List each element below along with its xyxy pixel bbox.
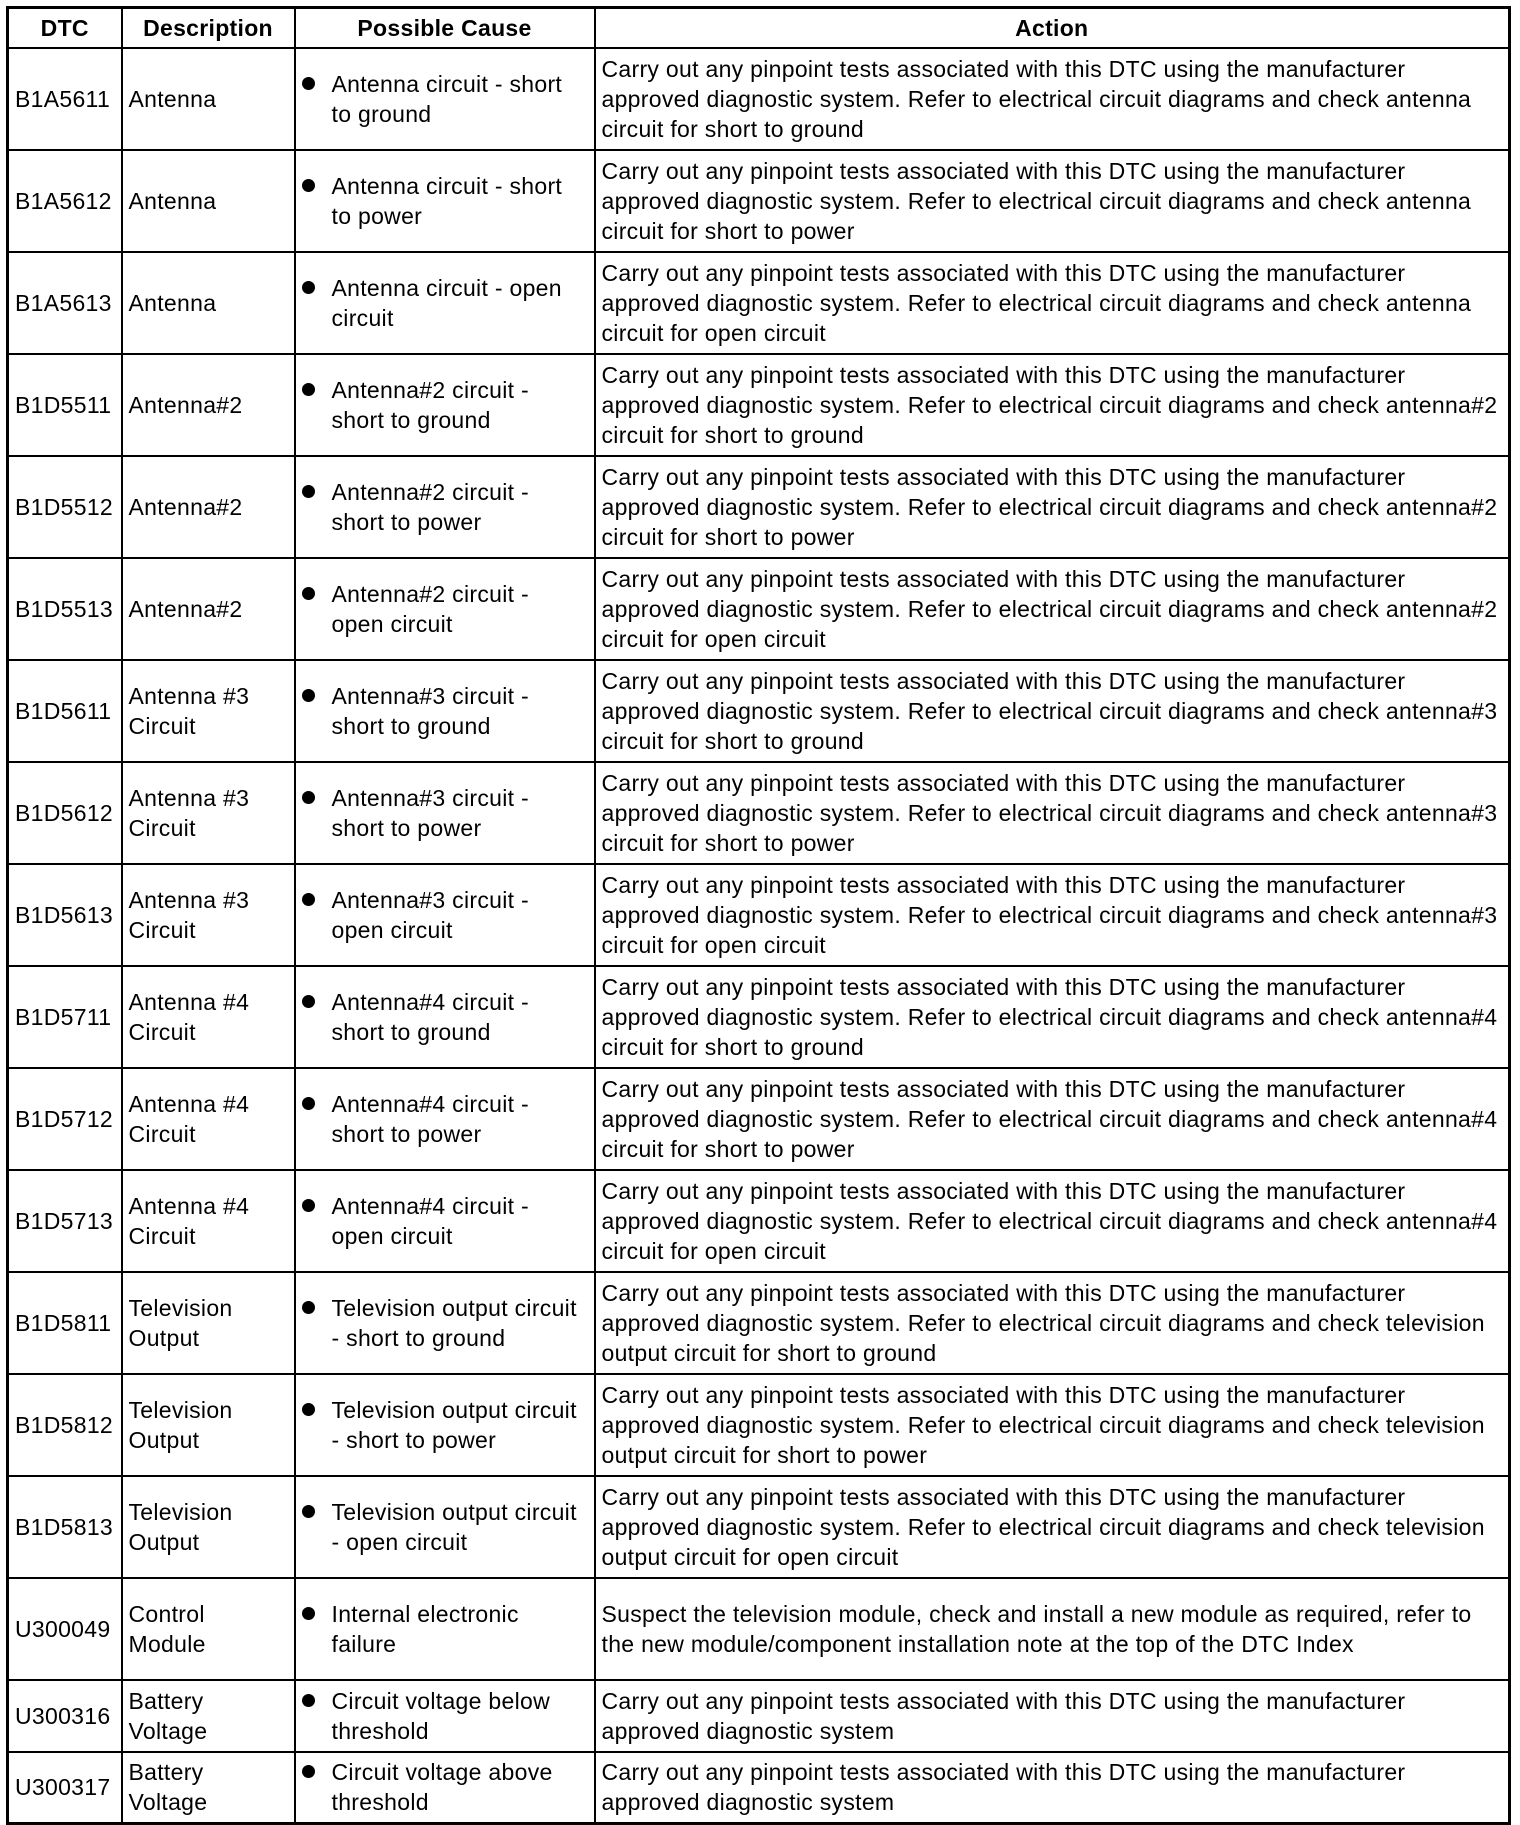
possible-cause-cell xyxy=(295,354,595,456)
possible-cause-cell xyxy=(295,252,595,354)
possible-cause-text: Antenna circuit - short to ground xyxy=(331,70,563,127)
action-cell: Carry out any pinpoint tests associated with this DTC using the manufacturer approved diagnostic system. Refer to electrical circuit diagrams and check television output circuit for short to power xyxy=(595,1374,1510,1476)
table-body xyxy=(8,48,1510,1824)
possible-cause-cell xyxy=(295,1680,595,1752)
possible-cause-text: Antenna#2 circuit - open circuit xyxy=(331,580,529,637)
possible-cause-text: Television output circuit - open circuit xyxy=(331,1498,577,1555)
possible-cause-text: Television output circuit - short to ground xyxy=(331,1294,577,1351)
description-cell: Antenna #4 Circuit xyxy=(122,966,295,1068)
bullet-icon xyxy=(302,281,315,294)
bullet-icon xyxy=(302,1403,315,1416)
action-cell: Carry out any pinpoint tests associated with this DTC using the manufacturer approved diagnostic system xyxy=(595,1752,1510,1824)
action-cell: Carry out any pinpoint tests associated with this DTC using the manufacturer approved diagnostic system. Refer to electrical circuit diagrams and check antenna#2 circuit for open circuit xyxy=(595,558,1510,660)
description-cell: Battery Voltage xyxy=(122,1680,295,1752)
dtc-code-cell: U300049 xyxy=(8,1578,122,1680)
description-cell: Antenna #3 Circuit xyxy=(122,762,295,864)
table-row xyxy=(8,252,1510,354)
possible-cause-text: Internal electronic failure xyxy=(331,1600,519,1657)
possible-cause-text: Antenna#2 circuit - short to ground xyxy=(331,376,529,433)
action-cell: Carry out any pinpoint tests associated with this DTC using the manufacturer approved diagnostic system. Refer to electrical circuit diagrams and check antenna circuit for short to ground xyxy=(595,48,1510,150)
dtc-code-cell: B1A5612 xyxy=(8,150,122,252)
dtc-code-cell: U300317 xyxy=(8,1752,122,1824)
possible-cause-text: Antenna#4 circuit - short to ground xyxy=(331,988,529,1045)
bullet-icon xyxy=(302,587,315,600)
possible-cause-text: Antenna circuit - short to power xyxy=(331,172,563,229)
possible-cause-cell xyxy=(295,48,595,150)
bullet-icon xyxy=(302,1765,315,1778)
description-cell: Antenna xyxy=(122,150,295,252)
header-possible-cause: Possible Cause xyxy=(295,8,595,48)
table-row xyxy=(8,1272,1510,1374)
table-row xyxy=(8,1752,1510,1824)
description-cell: Antenna#2 xyxy=(122,354,295,456)
bullet-icon xyxy=(302,1097,315,1110)
table-row xyxy=(8,1374,1510,1476)
bullet-icon xyxy=(302,1607,315,1620)
description-cell: Antenna #4 Circuit xyxy=(122,1170,295,1272)
table-row xyxy=(8,456,1510,558)
description-cell: Control Module xyxy=(122,1578,295,1680)
bullet-icon xyxy=(302,1301,315,1314)
description-cell: Television Output xyxy=(122,1476,295,1578)
dtc-table xyxy=(6,6,1511,1825)
possible-cause-text: Television output circuit - short to power xyxy=(331,1396,577,1453)
possible-cause-cell xyxy=(295,1374,595,1476)
possible-cause-text: Antenna#3 circuit - short to power xyxy=(331,784,529,841)
action-cell: Suspect the television module, check and install a new module as required, refer to the new module/component installation note at the top of the DTC Index xyxy=(595,1578,1510,1680)
description-cell: Antenna xyxy=(122,48,295,150)
table-row xyxy=(8,1170,1510,1272)
action-cell: Carry out any pinpoint tests associated with this DTC using the manufacturer approved diagnostic system. Refer to electrical circuit diagrams and check antenna#4 circuit for short to ground xyxy=(595,966,1510,1068)
dtc-code-cell: B1D5612 xyxy=(8,762,122,864)
table-row xyxy=(8,150,1510,252)
possible-cause-cell xyxy=(295,762,595,864)
bullet-icon xyxy=(302,1505,315,1518)
action-cell: Carry out any pinpoint tests associated with this DTC using the manufacturer approved diagnostic system. Refer to electrical circuit diagrams and check antenna#3 circuit for short to ground xyxy=(595,660,1510,762)
table-row xyxy=(8,966,1510,1068)
header-dtc: DTC xyxy=(8,8,122,48)
description-cell: Antenna #3 Circuit xyxy=(122,864,295,966)
possible-cause-cell xyxy=(295,1068,595,1170)
possible-cause-cell xyxy=(295,1272,595,1374)
bullet-icon xyxy=(302,77,315,90)
dtc-code-cell: U300316 xyxy=(8,1680,122,1752)
possible-cause-cell xyxy=(295,1476,595,1578)
dtc-code-cell: B1D5811 xyxy=(8,1272,122,1374)
action-cell: Carry out any pinpoint tests associated with this DTC using the manufacturer approved diagnostic system. Refer to electrical circuit diagrams and check antenna#2 circuit for short to ground xyxy=(595,354,1510,456)
action-cell: Carry out any pinpoint tests associated with this DTC using the manufacturer approved diagnostic system. Refer to electrical circuit diagrams and check antenna circuit for short to power xyxy=(595,150,1510,252)
bullet-icon xyxy=(302,1199,315,1212)
table-header-row xyxy=(8,8,1510,48)
possible-cause-text: Circuit voltage above threshold xyxy=(331,1759,553,1816)
table-row xyxy=(8,762,1510,864)
action-cell: Carry out any pinpoint tests associated with this DTC using the manufacturer approved diagnostic system. Refer to electrical circuit diagrams and check antenna circuit for open circuit xyxy=(595,252,1510,354)
table-row xyxy=(8,48,1510,150)
description-cell: Battery Voltage xyxy=(122,1752,295,1824)
dtc-code-cell: B1D5611 xyxy=(8,660,122,762)
bullet-icon xyxy=(302,791,315,804)
dtc-code-cell: B1D5713 xyxy=(8,1170,122,1272)
bullet-icon xyxy=(302,893,315,906)
action-cell: Carry out any pinpoint tests associated with this DTC using the manufacturer approved diagnostic system. Refer to electrical circuit diagrams and check television output circuit for short to ground xyxy=(595,1272,1510,1374)
table-row xyxy=(8,1680,1510,1752)
possible-cause-text: Antenna#4 circuit - short to power xyxy=(331,1090,529,1147)
bullet-icon xyxy=(302,179,315,192)
action-cell: Carry out any pinpoint tests associated with this DTC using the manufacturer approved diagnostic system. Refer to electrical circuit diagrams and check antenna#4 circuit for short to power xyxy=(595,1068,1510,1170)
possible-cause-cell xyxy=(295,150,595,252)
possible-cause-cell xyxy=(295,864,595,966)
header-description: Description xyxy=(122,8,295,48)
possible-cause-text: Antenna#3 circuit - open circuit xyxy=(331,886,529,943)
description-cell: Television Output xyxy=(122,1374,295,1476)
possible-cause-text: Antenna circuit - open circuit xyxy=(331,274,562,331)
description-cell: Antenna#2 xyxy=(122,558,295,660)
table-row xyxy=(8,558,1510,660)
bullet-icon xyxy=(302,689,315,702)
action-cell: Carry out any pinpoint tests associated with this DTC using the manufacturer approved diagnostic system. Refer to electrical circuit diagrams and check television output circuit for open circuit xyxy=(595,1476,1510,1578)
dtc-code-cell: B1D5711 xyxy=(8,966,122,1068)
possible-cause-text: Circuit voltage below threshold xyxy=(331,1687,551,1744)
description-cell: Antenna #3 Circuit xyxy=(122,660,295,762)
dtc-code-cell: B1D5512 xyxy=(8,456,122,558)
possible-cause-text: Antenna#3 circuit - short to ground xyxy=(331,682,529,739)
table-row xyxy=(8,1068,1510,1170)
dtc-code-cell: B1D5813 xyxy=(8,1476,122,1578)
possible-cause-text: Antenna#2 circuit - short to power xyxy=(331,478,529,535)
action-cell: Carry out any pinpoint tests associated with this DTC using the manufacturer approved diagnostic system. Refer to electrical circuit diagrams and check antenna#3 circuit for short to power xyxy=(595,762,1510,864)
table-row xyxy=(8,864,1510,966)
dtc-code-cell: B1D5712 xyxy=(8,1068,122,1170)
possible-cause-cell xyxy=(295,1170,595,1272)
action-cell: Carry out any pinpoint tests associated with this DTC using the manufacturer approved diagnostic system. Refer to electrical circuit diagrams and check antenna#2 circuit for short to power xyxy=(595,456,1510,558)
action-cell: Carry out any pinpoint tests associated with this DTC using the manufacturer approved diagnostic system xyxy=(595,1680,1510,1752)
table-row xyxy=(8,1578,1510,1680)
description-cell: Antenna #4 Circuit xyxy=(122,1068,295,1170)
table-row xyxy=(8,660,1510,762)
possible-cause-cell xyxy=(295,966,595,1068)
action-cell: Carry out any pinpoint tests associated with this DTC using the manufacturer approved diagnostic system. Refer to electrical circuit diagrams and check antenna#4 circuit for open circuit xyxy=(595,1170,1510,1272)
table-row xyxy=(8,354,1510,456)
dtc-code-cell: B1A5613 xyxy=(8,252,122,354)
bullet-icon xyxy=(302,1694,315,1707)
possible-cause-cell xyxy=(295,1578,595,1680)
description-cell: Television Output xyxy=(122,1272,295,1374)
bullet-icon xyxy=(302,485,315,498)
possible-cause-cell xyxy=(295,456,595,558)
possible-cause-cell xyxy=(295,1752,595,1824)
action-cell: Carry out any pinpoint tests associated with this DTC using the manufacturer approved diagnostic system. Refer to electrical circuit diagrams and check antenna#3 circuit for open circuit xyxy=(595,864,1510,966)
possible-cause-cell xyxy=(295,558,595,660)
possible-cause-cell xyxy=(295,660,595,762)
description-cell: Antenna#2 xyxy=(122,456,295,558)
dtc-code-cell: B1A5611 xyxy=(8,48,122,150)
dtc-code-cell: B1D5511 xyxy=(8,354,122,456)
dtc-code-cell: B1D5513 xyxy=(8,558,122,660)
dtc-code-cell: B1D5613 xyxy=(8,864,122,966)
bullet-icon xyxy=(302,995,315,1008)
possible-cause-text: Antenna#4 circuit - open circuit xyxy=(331,1192,529,1249)
description-cell: Antenna xyxy=(122,252,295,354)
header-action: Action xyxy=(595,8,1510,48)
table-row xyxy=(8,1476,1510,1578)
bullet-icon xyxy=(302,383,315,396)
dtc-code-cell: B1D5812 xyxy=(8,1374,122,1476)
